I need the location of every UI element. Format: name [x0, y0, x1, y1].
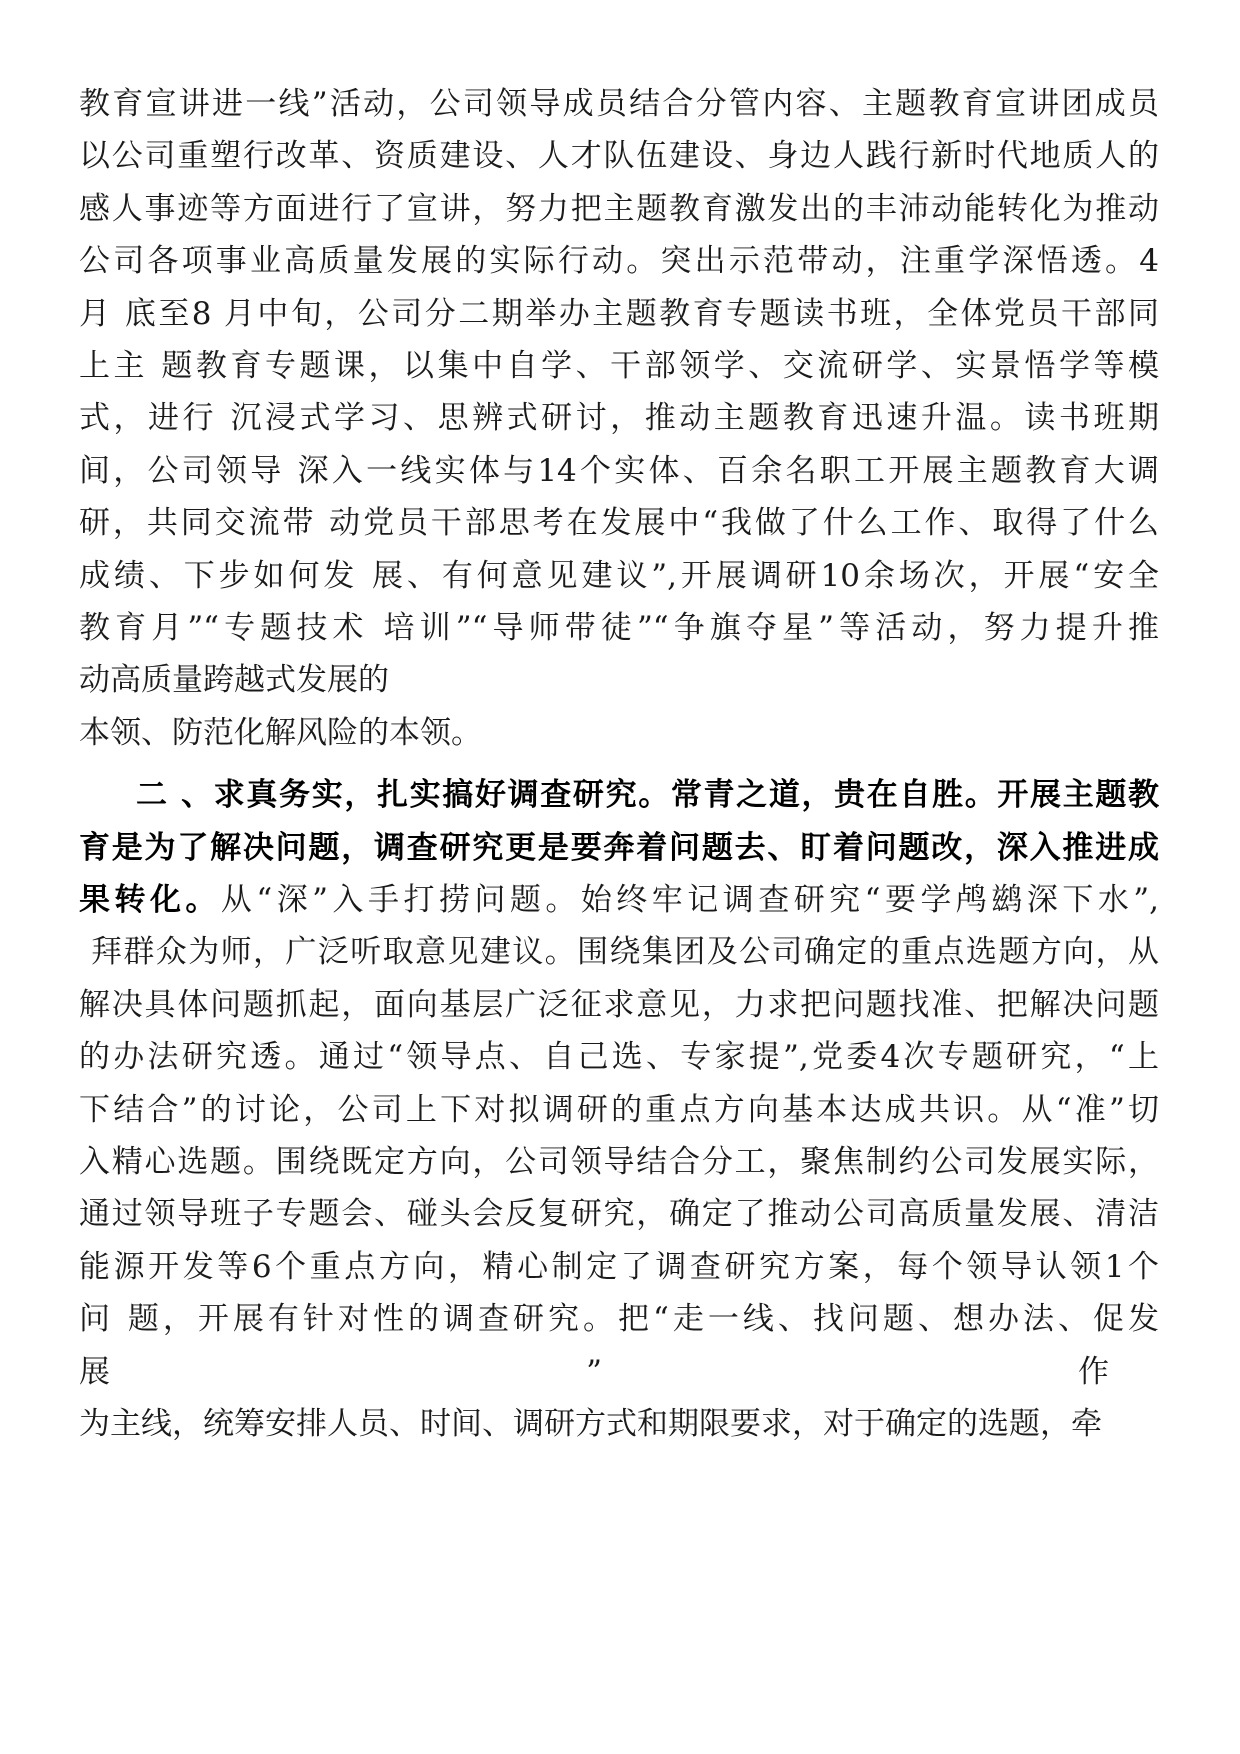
paragraph-line: 问 题，开展有针对性的调查研究。把“走一线、找问题、想办法、促发 — [79, 1301, 1159, 1337]
section-heading-line: 育是为了解决问题，调查研究更是要奔着问题去、盯着问题改，深入推进成 — [79, 830, 1159, 866]
paragraph-line: 教育宣讲进一线”活动，公司领导成员结合分管内容、主题教育宣讲团成员 — [79, 86, 1159, 122]
paragraph-line: 通过领导班子专题会、碰头会反复研究，确定了推动公司高质量发展、清洁 — [79, 1196, 1159, 1232]
paragraph-line: 下结合”的讨论，公司上下对拟调研的重点方向基本达成共识。从“准”切 — [79, 1092, 1159, 1128]
paragraph-line: 解决具体问题抓起，面向基层广泛征求意见，力求把问题找准、把解决问题 — [79, 987, 1159, 1023]
paragraph-line: 拜群众为师，广泛听取意见建议。围绕集团及公司确定的重点选题方向，从 — [91, 934, 1159, 970]
paragraph-line: 月 底至8 月中旬，公司分二期举办主题教育专题读书班，全体党员干部同 — [79, 296, 1159, 332]
paragraph-line: 的办法研究透。通过“领导点、自己选、专家提”,党委4次专题研究，“上 — [79, 1039, 1159, 1075]
paragraph-line: 成绩、下步如何发 展、有何意见建议”,开展调研10余场次，开展“安全 — [79, 558, 1159, 594]
paragraph-line: 公司各项事业高质量发展的实际行动。突出示范带动，注重学深悟透。4 — [79, 243, 1159, 279]
paragraph-line: 感人事迹等方面进行了宣讲，努力把主题教育激发出的丰沛动能转化为推动 — [79, 191, 1159, 227]
paragraph-line: 式，进行 沉浸式学习、思辨式研讨，推动主题教育迅速升温。读书班期 — [79, 400, 1159, 436]
section-heading-line: 二 、求真务实，扎实搞好调查研究。常青之道，贵在自胜。开展主题教 — [136, 777, 1159, 813]
paragraph-line: 入精心选题。围绕既定方向，公司领导结合分工，聚焦制约公司发展实际， — [79, 1144, 1159, 1180]
section-heading-tail: 果转化。 — [79, 882, 221, 918]
paragraph-line: 展”作 — [79, 1354, 1109, 1390]
paragraph-line — [79, 880, 1159, 920]
paragraph-line: 本领、防范化解风险的本领。 — [79, 715, 482, 751]
paragraph-text: 从“深”入手打捞问题。始终牢记调查研究“要学鸬鹚深下水”, — [220, 882, 1159, 918]
paragraph-line: 动高质量跨越式发展的 — [79, 662, 389, 698]
paragraph-line: 为主线，统筹安排人员、时间、调研方式和期限要求，对于确定的选题，牵 — [79, 1406, 1102, 1442]
paragraph-line: 以公司重塑行改革、资质建设、人才队伍建设、身边人践行新时代地质人的 — [79, 138, 1159, 174]
paragraph-line: 研，共同交流带 动党员干部思考在发展中“我做了什么工作、取得了什么 — [79, 505, 1159, 541]
paragraph-line: 教育月”“专题技术 培训”“导师带徒”“争旗夺星”等活动，努力提升推 — [79, 610, 1159, 646]
paragraph-line: 上主 题教育专题课，以集中自学、干部领学、交流研学、实景悟学等模 — [79, 348, 1159, 384]
paragraph-line: 间，公司领导 深入一线实体与14个实体、百余名职工开展主题教育大调 — [79, 453, 1159, 489]
paragraph-line: 能源开发等6个重点方向，精心制定了调查研究方案，每个领导认领1个 — [79, 1249, 1159, 1285]
